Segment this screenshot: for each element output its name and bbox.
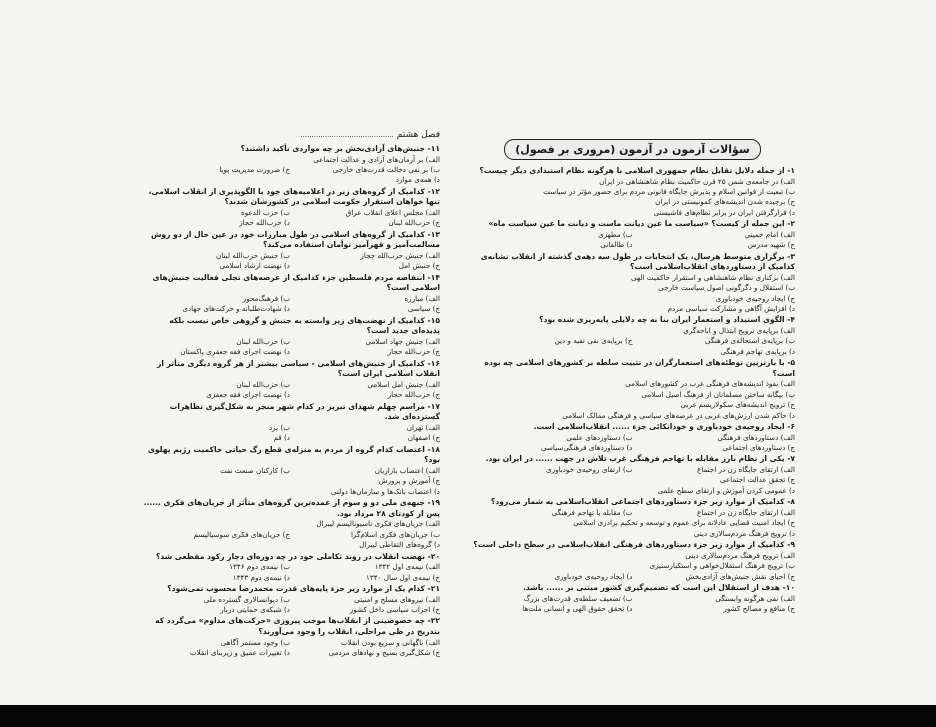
answer-option: ب) مطهری — [597, 229, 633, 239]
question-text: ۲۰- نهضت انقلاب در روند تکاملی خود در چه دوره‌ای دچار رکود مقطعی شد؟ — [155, 551, 440, 561]
answer-option: د) اعتصاب بانک‌ها و سازمان‌ها دولتی — [330, 486, 440, 496]
answer-option: الف) تهران — [406, 423, 440, 432]
answer-option: الف) ترویج فرهنگ مردم‌سالاری دینی — [685, 550, 795, 560]
answer-options — [140, 155, 440, 186]
answer-option: ب) بیگانه ساختن مسلمانان از فرهنگ اصیل اسلامی — [641, 389, 795, 399]
answer-option: د) تغییرات عمیق و زیربنای انقلاب — [189, 648, 290, 658]
answer-option: د) شهادت‌طلبانه و حرکت‌های جهادی — [182, 304, 290, 314]
answer-options — [140, 638, 440, 659]
answer-options — [140, 466, 440, 497]
answer-option: الف) نفوذ اندیشه‌های فرهنگی غرب در کشورهای اسلامی — [625, 379, 795, 389]
answer-option: د) نهضت اجرای فقه جعفری — [206, 390, 290, 400]
answer-option: ج) تحقق عدالت اجتماعی — [719, 475, 795, 485]
answer-option: ج) نیمه‌ی اول سال ۱۳۴۰ — [366, 572, 440, 582]
answer-option: د) ایجاد روحیه‌ی خودباوری — [554, 571, 633, 581]
question-text: ۱۳- کدامیک از گروه‌های اسلامی در طول مبارزات خود در عین حال از دو روش مسالمت‌آمیز و قهرآمیز توأمان استفاده می‌کند؟ — [150, 229, 440, 250]
answer-option: الف) مجلس اعلای انقلاب عراق — [345, 208, 440, 217]
answer-options — [470, 551, 795, 582]
answer-options — [140, 423, 440, 444]
answer-option: د) افزایش آگاهی و مشارکت سیاسی مردم — [667, 304, 795, 314]
answer-option: د) برپایه‌ی تهاجم فرهنگی — [720, 346, 795, 356]
answer-option: ج) حزب‌الله حجاز — [387, 347, 440, 357]
answer-option: الف) دستاوردهای فرهنگی — [717, 432, 795, 442]
answer-option: ج) منافع و مصالح کشور — [723, 603, 795, 613]
answer-option: ب) حزب‌الله لبنان — [236, 380, 290, 389]
answer-option: ج) برچیده شدن اندیشه‌های کمونیستی در ایران — [655, 197, 795, 207]
answer-option: الف) در جامعه‌ی شمن ۲۵ قرن حاکمیت نظام شاهنشاهی در ایران — [599, 176, 795, 186]
answer-option: الف) اعتصاب بازاریان — [374, 466, 440, 475]
answer-option: ب) دیوانسالاری گسترده ملی — [203, 594, 290, 604]
answer-option: ج) برپایه‌ی نفی تقیه و دین — [554, 336, 633, 346]
answer-option: د) نهضت اجرای فقه جعفری پاکستان — [180, 347, 290, 357]
answer-option: الف) جنبش حزب‌الله حجاز — [360, 251, 440, 260]
question-text: ۴- الگوی استبداد و استعمار ایران بنا به چه دلایلی پایه‌ریزی شده بود؟ — [539, 315, 795, 325]
answer-option: ب) فرهنگ‌محور — [242, 294, 290, 303]
answer-option: ب) مقابله با تهاجم فرهنگی — [551, 507, 633, 517]
answer-options — [470, 326, 795, 357]
answer-option: الف) برپایه‌ی ترویج ابتذال و اباحه‌گری — [683, 326, 795, 336]
answer-option: د) نهضت ارشاد اسلامی — [219, 261, 290, 271]
answer-options — [140, 519, 440, 550]
answer-option: ب) نیمه‌ی دوم ۱۳۴۶ — [229, 562, 290, 572]
answer-options — [470, 508, 795, 539]
question-text: ۱- از جمله دلایل تقابل نظام جمهوری اسلامی با هرگونه نظام استبدادی دیگر چیست؟ — [479, 166, 795, 175]
answer-option: ج) آموزش و پرورش — [378, 476, 440, 486]
answer-option: ج) حزب‌الله لبنان — [388, 218, 440, 228]
question-text: ۱۵- کدامیک از نهضت‌های زیر وابسته به جنبش و گروهی خاص نیست بلکه پدیده‌ای جدید است؟ — [169, 315, 440, 336]
answer-options — [140, 251, 440, 272]
answer-option: ب) حزب‌الله لبنان — [236, 337, 290, 346]
answer-option: ب) وجود مستمر آگاهی — [220, 637, 290, 647]
question-text: ۱۴- انتفاضه مردم فلسطین جزء کدامیک از عرصه‌های تجلی فعالیت جنبش‌های اسلامی است؟ — [152, 272, 440, 293]
question-text: ۱۰- هدف از استقلال این است که تصمیم‌گیری کشور مبتنی بر ...... باشد. — [523, 582, 795, 592]
answer-option: ب) ترویج فرهنگ استقلال‌خواهی و استکبارستیزی — [649, 561, 795, 571]
answer-option: ب) جنبش حزب‌الله لبنان — [216, 251, 290, 260]
header-dots: .......................................... — [300, 131, 394, 139]
page-title: سؤالات آزمون در آزمون (مروری بر فصول) — [504, 139, 761, 160]
answer-options — [140, 337, 440, 358]
answer-option: د) تحقق حقوق الهی و انسانی ملت‌ها — [522, 603, 633, 613]
answer-option: ب) بر نفی دخالت قدرت‌های خارجی — [332, 165, 440, 174]
answer-option: ب) تضعیف سلطه‌ی قدرت‌های بزرگ — [523, 593, 633, 603]
answer-option: د) حزب‌الله حجاز — [239, 218, 290, 228]
question-text: ۶- ایجاد روحیه‌ی خودباوری و خودانکائی جزء ...... انقلاب‌اسلامی است. — [533, 422, 795, 432]
answer-option: ب) یزد — [268, 423, 290, 432]
answer-options — [140, 380, 440, 401]
answer-option: ب) برپایه‌ی استحاله‌ی فرهنگی — [704, 336, 795, 346]
answer-option: الف) برکناری نظام شاهنشاهی و استقرار حاکمیت الهی — [630, 272, 795, 282]
answer-options — [470, 465, 795, 496]
answer-option: د) حاکم شدن ارزش‌های غربی در عرصه‌های سیاسی و فرهنگی ممالک اسلامی — [562, 410, 795, 420]
answer-option: د) گروه‌های التقاطی لیبرال — [359, 540, 440, 550]
question-text: ۳- برگزاری متوسط هرسال، یک انتخابات در طول سه دهه‌ی گذشته از انقلاب نشانه‌ی کدامیک از دستاوردهای انقلاب‌اسلامی است؟ — [480, 251, 795, 272]
answer-option: ج) اصفهان — [407, 433, 440, 443]
scan-border — [0, 705, 936, 727]
question-text: ۱۶- کدامیک از جنبش‌های اسلامی - سیاسی بیشتر از هر گروه دیگری متأثر از انقلاب اسلامی ایران است؟ — [156, 358, 440, 379]
answer-option: ج) ترویج اندیشه‌های سکولاریسم غربی — [680, 400, 795, 410]
answer-option: ب) تبعیت از قوانین اسلام و پذیرش جایگاه قانونی مردم برای حضور مؤثر در سیاست — [543, 187, 795, 196]
answer-options — [470, 433, 795, 454]
answer-option: الف) مبارزه — [404, 294, 440, 303]
answer-option: د) دستاوردهای فرهنگی‌سیاسی — [540, 443, 633, 453]
question-text: ۵- با بازتزیین توطئه‌های استعمارگران در تثبیت سلطه بر کشورهای اسلامی چه بوده است؟ — [484, 358, 795, 378]
answer-options — [140, 595, 440, 616]
answer-option: د) عمومی کردن آموزش و ارتقای سطح علمی — [657, 485, 795, 495]
question-text: ۱۷- مراسم چهلم شهدای تبریز در کدام شهر منجر به شکل‌گیری تظاهرات گسترده‌ای شد. — [169, 401, 440, 422]
answer-options — [470, 379, 795, 421]
question-text: ۱۹- جبهه‌ی ملی دو و سوم از عمده‌ترین گروه‌های متأثر از جریان‌های فکری ...... پس از کودتای ۲۸ مرداد بود. — [143, 498, 440, 518]
answer-option: ج) حزب‌الله حجاز — [387, 390, 440, 400]
answer-option: الف) جنبش جهاد اسلامی — [365, 337, 440, 346]
answer-option: ج) ایجاد روحیه‌ی خودباوری — [715, 293, 795, 303]
question-text: ۹- کدامیک از موارد زیر جزء دستاوردهای فرهنگی انقلاب‌اسلامی در سطح داخلی است؟ — [473, 540, 795, 550]
answer-options — [470, 273, 795, 315]
answer-option: ج) ایجاد امنیت قضایی عادلانه برای عموم و توسعه و تحکیم برادری اسلامی — [573, 518, 795, 528]
answer-option: الف) ناگهانی و سریع بودن انقلاب — [340, 637, 440, 647]
answer-option: ب) حزب الدعوه — [240, 208, 290, 217]
question-text: ۱۱- جنبش‌های آزادی‌بخش بر چه مواردی تأکید داشتند؟ — [240, 144, 440, 153]
answer-option: الف) نیروهای مسلح و امنیتی — [354, 594, 440, 604]
question-list — [140, 144, 440, 658]
answer-option: الف) امام خمینی — [744, 229, 795, 239]
answer-options — [140, 294, 440, 315]
answer-option: الف) ارتقای جایگاه زن در اجتماع — [697, 465, 795, 475]
answer-option: ب) استقلال و دگرگونی اصول سیاست خارجی — [658, 283, 795, 293]
answer-option: د) شبکه‌ی حمایتی دربار — [220, 605, 290, 615]
question-text: ۸- کدامیک از موارد زیر جزء دستاوردهای اجتماعی انقلاب‌اسلامی به شمار می‌رود؟ — [490, 497, 795, 507]
chapter-header: فصل هشتم .......................................... — [300, 130, 440, 140]
answer-option: د) ترویج فرهنگ مردم‌سالاری دینی — [693, 528, 795, 538]
question-text: ۱۸- اعتصاب کدام گروه از مردم به منزله‌ی قطع رگ حیاتی حاکمیت رژیم پهلوی بود؟ — [147, 444, 440, 465]
answer-option: د) قرارگرفتن ایران در برابر نظام‌های فاشیستی — [653, 207, 795, 217]
answer-option: ج) شهید مدرس — [747, 240, 795, 250]
answer-option: ب) جریان‌های فکری اسلام‌گرا — [350, 529, 440, 539]
answer-option: ج) جریان‌های فکری سوسیالیسم — [193, 529, 290, 539]
question-text: ۲- این جمله از کیست؟ «سیاست ما عین دیانت ماست و دیانت ما عین سیاست ماه» — [488, 219, 795, 229]
answer-options — [470, 177, 795, 219]
answer-option: ج) جنبش امل — [398, 261, 440, 271]
left-page — [140, 130, 440, 658]
question-text: ۱۲- کدامیک از گروه‌های زیر در اعلامیه‌های خود با الگوپذیری از انقلاب اسلامی، تنها خواهان استقرار حکومت اسلامی در کشورشان شدند؟ — [148, 186, 440, 207]
answer-option: ج) احیای نقش جنبش‌های آزادی‌بخش — [685, 571, 795, 581]
answer-options — [470, 230, 795, 251]
answer-option: الف) جنبش امل اسلامی — [367, 380, 440, 389]
answer-option: ج) ضرورت مدیریت پویا — [219, 165, 290, 174]
answer-option: ج) احزاب سیاسی داخل کشور — [349, 605, 440, 615]
answer-option: الف) جریان‌های فکری ناسیونالیسم لیبرال — [316, 519, 440, 529]
answer-option: ج) دستاوردهای اجتماعی — [722, 443, 795, 453]
answer-options — [470, 594, 795, 615]
right-page — [470, 138, 795, 614]
question-text: ۲۱- کدام یک از موارد زیر جزء پایه‌های قدرت محمدرضا محسوب نمی‌شود؟ — [167, 584, 440, 594]
answer-option: ب) ارتقای روحیه‌ی خودباوری — [546, 465, 633, 475]
answer-option: ب) دستاوردهای علمی — [566, 432, 633, 442]
answer-option: د) قم — [273, 433, 290, 443]
answer-option: الف) نفی هرگونه وابستگی — [715, 593, 795, 603]
answer-option: ج) سیاسی — [407, 304, 440, 314]
answer-option: ج) شکل‌گیری بسیج و نهادهای مردمی — [328, 648, 440, 658]
answer-options — [140, 562, 440, 583]
answer-option: الف) نیمه‌ی اول ۱۳۴۲ — [374, 562, 440, 572]
question-text: ۲۲- چه خصوصیتی از انقلاب‌ها موجب پیروزی «حرکت‌های مداوم» می‌گردد که بتدریج در طی مراحلی، انقلاب را وجود می‌آورند؟ — [155, 616, 440, 637]
answer-option: ب) کارکنان صنعت نفت — [219, 466, 290, 475]
answer-options — [140, 208, 440, 229]
answer-option: د) نیمه‌ی دوم ۱۳۴۳ — [232, 572, 290, 582]
title-wrapper — [470, 138, 795, 160]
answer-option: د) همه‌ی موارد — [395, 175, 440, 185]
question-list — [470, 166, 795, 614]
answer-option: الف) بر آرمان‌های آزادی و عدالت اجتماعی — [313, 154, 440, 164]
answer-option: د) طالقانی — [600, 240, 633, 250]
answer-option: الف) ارتقای جایگاه زن در اجتماع — [697, 507, 795, 517]
question-text: ۷- یکی از نظام بارز مقابله با تهاجم فرهنگی غرب تلاش در جهت ...... در ایران بود. — [485, 454, 795, 464]
